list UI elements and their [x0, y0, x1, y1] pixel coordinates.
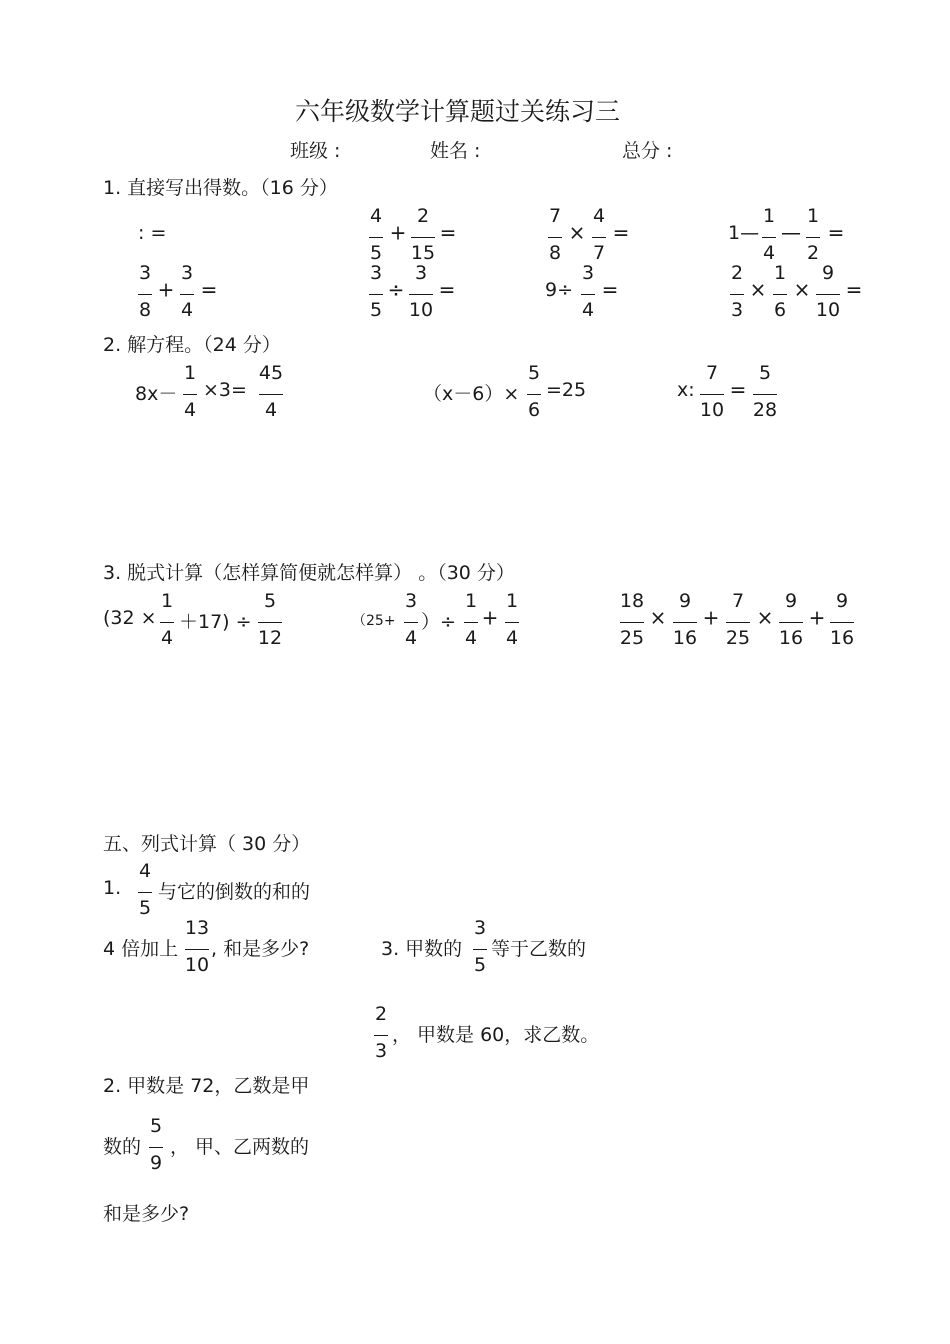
problem-text: 数的: [103, 1136, 142, 1158]
name-label: 姓名 :: [430, 140, 481, 162]
equals-sign: =: [845, 277, 863, 302]
expr-lead: (32 ×: [103, 607, 157, 629]
section1-heading: 1. 直接写出得数。（16 分）: [103, 177, 338, 199]
problem-text: , 和是多少?: [211, 938, 310, 960]
expr-lead: （25+: [352, 613, 396, 629]
operator: +: [702, 605, 720, 630]
expr-mid: ）÷: [421, 611, 456, 633]
expr-tail: =25: [546, 379, 587, 401]
equals-sign: =: [827, 220, 845, 245]
expr-lead: 8x－: [135, 383, 178, 405]
problem-text: 2. 甲数是 72，乙数是甲: [103, 1075, 310, 1097]
expr-lead: （x－6）×: [423, 383, 520, 405]
operator: ÷: [387, 277, 405, 302]
operator: +: [389, 220, 407, 245]
operator: ×: [756, 605, 774, 630]
expr-mid: ＋17) ÷: [179, 611, 252, 633]
problem-text: 3. 甲数的: [381, 938, 463, 960]
problem-text: ， 甲数是 60，求乙数。: [392, 1024, 600, 1046]
operator: ×: [649, 605, 667, 630]
operator: +: [808, 605, 826, 630]
problem-text: 等于乙数的: [491, 938, 587, 960]
problem-text: 和是多少?: [103, 1203, 190, 1225]
equals-sign: =: [439, 220, 457, 245]
operator: ×: [749, 277, 767, 302]
problem-number: 1.: [103, 877, 122, 899]
operator: ×: [568, 220, 586, 245]
equals-sign: =: [612, 220, 630, 245]
section5-heading: 五、列式计算（ 30 分）: [103, 833, 311, 855]
ratio-expression: : =: [138, 222, 167, 244]
operator: ×: [793, 277, 811, 302]
expr-lead: 9÷: [545, 279, 574, 301]
problem-text: 与它的倒数的和的: [158, 881, 311, 903]
operator: +: [157, 277, 175, 302]
equals-sign: =: [438, 277, 456, 302]
section2-heading: 2. 解方程。（24 分）: [103, 334, 281, 356]
operator: +: [481, 605, 499, 630]
problem-text: ， 甲、乙两数的: [170, 1136, 310, 1158]
expr-lead: x:: [677, 379, 695, 401]
problem-text: 4 倍加上: [103, 938, 179, 960]
expr-mid: ×3=: [203, 379, 247, 401]
score-label: 总分 :: [622, 140, 673, 162]
page-title: 六年级数学计算题过关练习三: [295, 97, 621, 126]
section3-heading: 3. 脱式计算（怎样算简便就怎样算） 。（30 分）: [103, 562, 515, 584]
equals-sign: =: [601, 277, 619, 302]
class-label: 班级 :: [290, 140, 341, 162]
equals-sign: =: [200, 277, 218, 302]
operator: —: [781, 220, 801, 245]
equals-sign: =: [729, 377, 747, 402]
expr-lead: 1—: [728, 222, 760, 244]
